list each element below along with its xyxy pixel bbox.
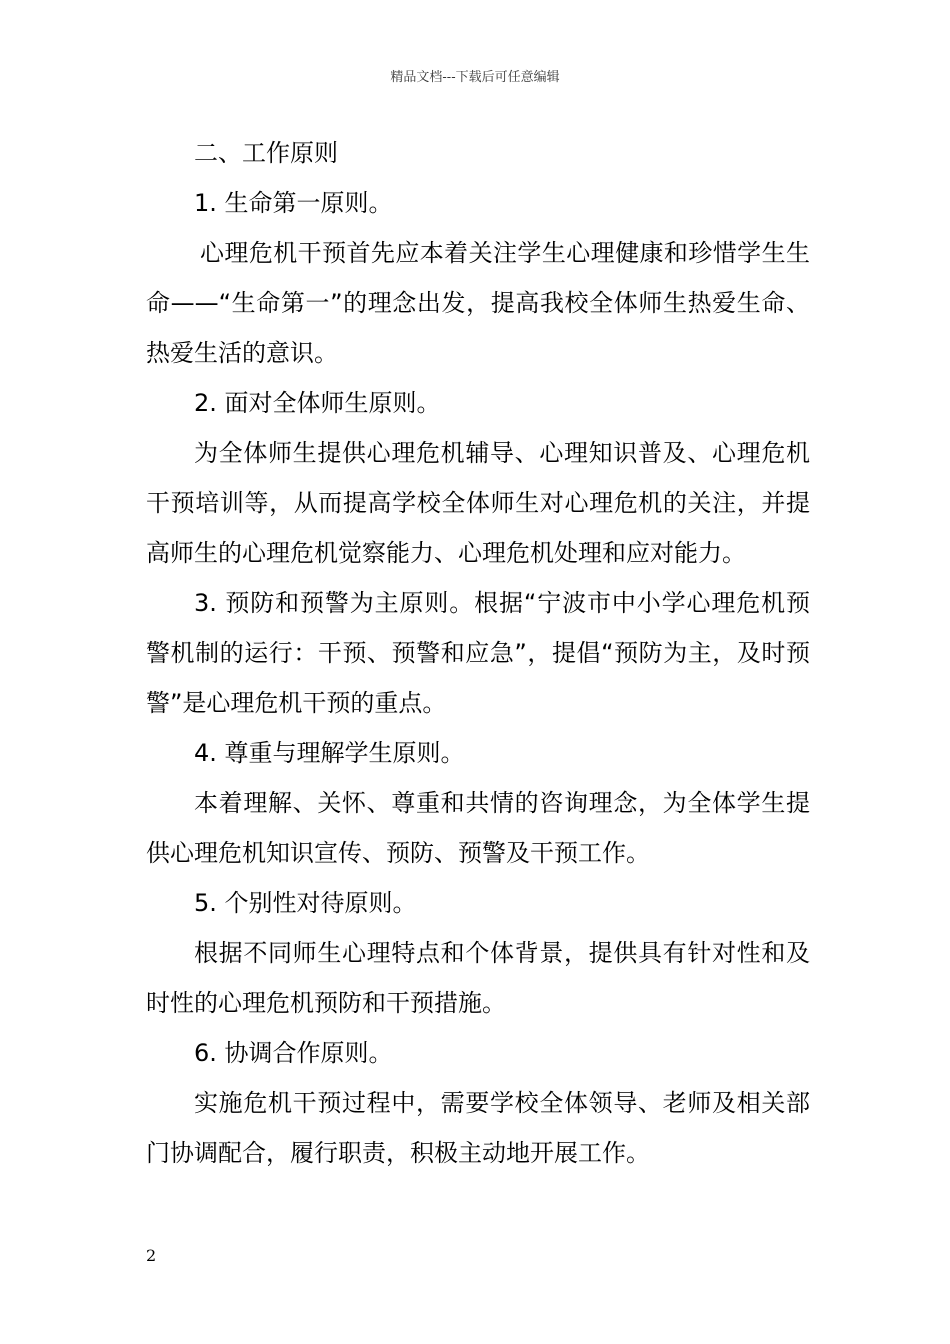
section-title: 二、工作原则 xyxy=(194,139,338,167)
principle-6-body: 实施危机干预过程中，需要学校全体领导、老师及相关部门协调配合，履行职责，积极主动地开展工作。 xyxy=(146,1089,810,1167)
principle-5-body: 根据不同师生心理特点和个体背景，提供具有针对性和及时性的心理危机预防和干预措施。 xyxy=(146,939,810,1017)
principle-4-title: 4. 尊重与理解学生原则。 xyxy=(194,739,465,767)
principle-2-body: 为全体师生提供心理危机辅导、心理知识普及、心理危机干预培训等，从而提高学校全体师生对心理危机的关注，并提高师生的心理危机觉察能力、心理危机处理和应对能力。 xyxy=(146,439,810,567)
principle-3-paragraph: 3. 预防和预警为主原则。根据“宁波市中小学心理危机预警机制的运行：干预、预警和应急”，提倡“预防为主，及时预警”是心理危机干预的重点。 xyxy=(146,589,810,717)
principle-5-title: 5. 个别性对待原则。 xyxy=(194,889,417,917)
document-body xyxy=(146,128,810,1178)
page-header: 精品文档---下载后可任意编辑 xyxy=(390,70,560,85)
principle-6-title: 6. 协调合作原则。 xyxy=(194,1039,393,1067)
principle-2-title: 2. 面对全体师生原则。 xyxy=(194,389,441,417)
principle-1-title: 1. 生命第一原则。 xyxy=(194,189,393,217)
principle-1-body: 心理危机干预首先应本着关注学生心理健康和珍惜学生生命——“生命第一”的理念出发，提高我校全体师生热爱生命、热爱生活的意识。 xyxy=(146,239,810,367)
principle-4-body: 本着理解、关怀、尊重和共情的咨询理念，为全体学生提供心理危机知识宣传、预防、预警及干预工作。 xyxy=(146,789,810,867)
page-number: 2 xyxy=(146,1246,157,1265)
